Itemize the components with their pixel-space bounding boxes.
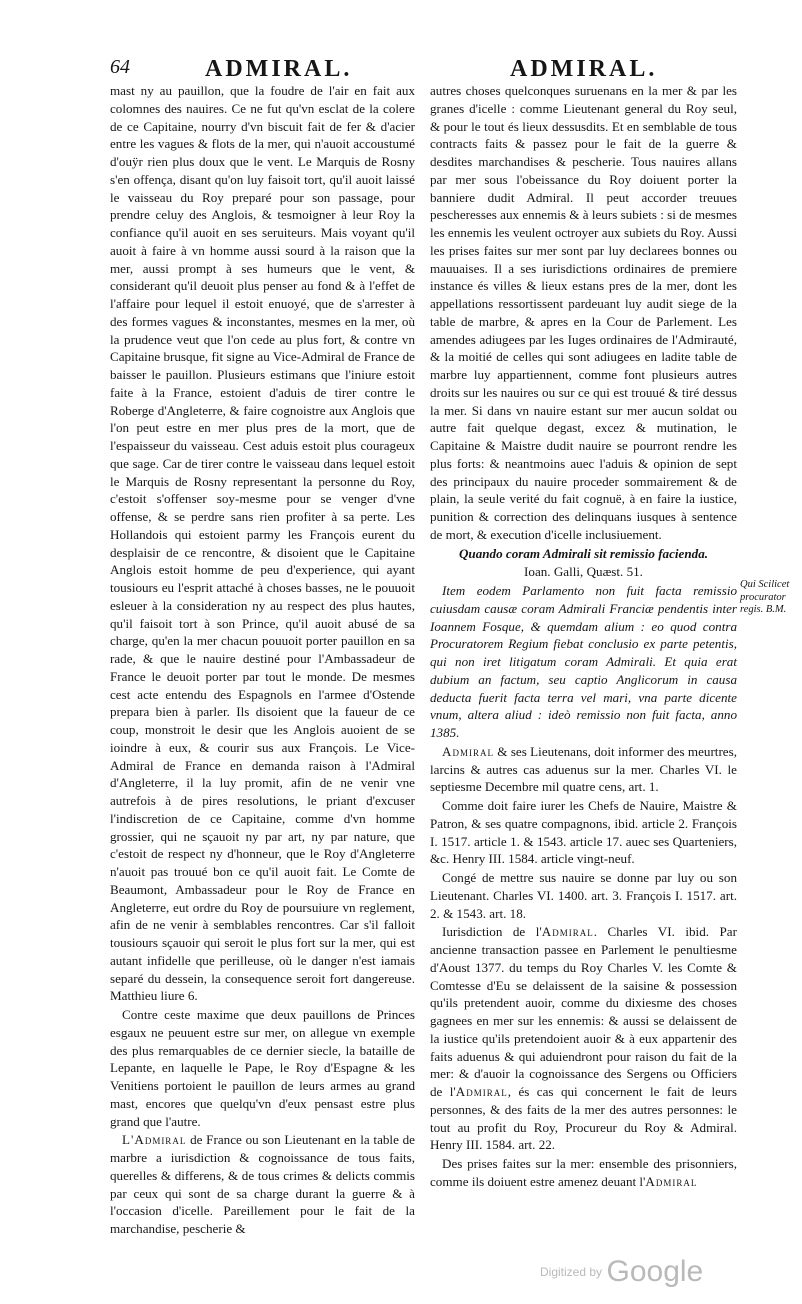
paragraph-text: , és cas qui concernent le fait de leurs personnes, & des faits de la mer des autres personnes: le tout au profit du Roy, Procureur du Roy & Admiral. Henry III. 1584. art. 22. bbox=[430, 1084, 737, 1153]
paragraph-text: Des prises faites sur la mer: ensemble des prisonniers, comme ils doiuent estre amenez deuant l' bbox=[430, 1156, 737, 1189]
paragraph bbox=[430, 1155, 737, 1191]
paragraph-text: Iurisdiction de l' bbox=[442, 924, 542, 940]
paragraph: Contre ceste maxime que deux pauillons de Princes esgaux ne peuuent estre sur mer, on allegue vn exemple des plus remarquables de ce dernier siecle, la bataille de Lepante, en laquelle le Pape, le Roy d'Espagne & les Venitiens portoient le pauillon de leurs armes au grand mast, encores que quelqu'vn d'eux pensast estre plus grand que l'autre. bbox=[110, 1007, 415, 1129]
latin-paragraph: Item eodem Parlamento non fuit facta remissio cuiusdam causæ coram Admirali Franciæ pendentis inter Ioannem Fosque, & quemdam alium : eo quod contra Procuratorem Regium fiebat conclusio ex parte petentis, qui non iret litigatum coram Admirali. Et quia erat dubium an factum, seu captio Anglicorum in causa deducta fuerit facta terra vel mari, vna parte dicente vnum, altera aliud : ideò remissio non fuit facta, anno 1385. bbox=[430, 583, 737, 740]
paragraph-text: de France ou son Lieutenant en la table de marbre a iurisdiction & cognoissance de tous faits, querelles & differens, & de tous crimes & delicts commis par ceux qui sont de sa charge durant la guerre & à l'occasion d'icelle. Pareillement pour le fait de la marchandise, pescherie & bbox=[110, 1132, 415, 1236]
small-caps-term: Admiral bbox=[645, 1173, 698, 1189]
source-citation: Ioan. Galli, Quæst. 51. bbox=[524, 564, 643, 580]
small-caps-term: L'Admiral bbox=[122, 1132, 187, 1148]
small-caps-term: Admiral bbox=[442, 743, 494, 759]
margin-note: Qui Scilicet procurator regis. B.M. bbox=[740, 579, 790, 615]
left-column bbox=[110, 82, 415, 1239]
paragraph: Congé de mettre sus nauire se donne par luy ou son Lieutenant. Charles VI. 1400. art. 3. François I. 1517. art. 2. & 1543. art. 18. bbox=[430, 870, 737, 921]
page-number: 64 bbox=[110, 56, 130, 78]
small-caps-term: Admiral bbox=[455, 1084, 508, 1099]
paragraph-text: & ses Lieutenans, doit informer des meurtres, larcins & autres cas aduenus sur la mer. Charles VI. le septiesme Decembre mil quatre cens, art. 1. bbox=[430, 743, 737, 795]
right-column bbox=[430, 82, 737, 1192]
paragraph: Comme doit faire iurer les Chefs de Nauire, Maistre & Patron, & ses quatre compagnons, ibid. article 2. François I. 1517. article 1. & 1543. article 17. auec ses Quarteniers, &c. Henry III. 1584. article vingt-neuf. bbox=[430, 798, 737, 867]
paragraph-text: . Charles VI. ibid. Par ancienne transaction passee en Parlement le penultiesme d'Aoust 1377. du temps du Roy Charles V. les Comte & Comtesse d'Eu se delaissent de la saisine & possession qu'ils pretendent auoir, comme du dixiesme des choses gagnees en mer sur les ennemis: & aussi se delaissent de la iustice qu'ils pretendoient auoir & à eux appartenir des faits aduenus & qui aduiendront pour raison du fait de la mer: & d'auoir la cognoissance des Sergens ou Officiers de l' bbox=[430, 924, 737, 1099]
small-caps-term: Admiral bbox=[541, 924, 594, 940]
google-logo: Google bbox=[606, 1255, 704, 1288]
paragraph: mast ny au pauillon, que la foudre de l'air en fait aux colomnes des nauires. Ce ne fut qu'vn esclat de la colere de ce Capitaine, nourry d'vn biscuit fait de fer & d'acier entre les vagues & flots de la mer, qui n'auoit accoustumé d'ouÿr rien plus doux que le vent. Le Marquis de Rosny s'en offença, disant qu'on luy faisoit tort, qu'il auoit laissé le vaisseau du Roy preparé pour son passage, pour prendre celuy des Anglois, & tesmoigner à leur Roy la confiance qu'il auoit en ses seruiteurs. Mais voyant qu'il auoit à faire à vn homme aussi sourd à la raison que la mer, aussi prompt à ses humeurs que le vent, & considerant qu'il deuoit plus penser au fond & à l'effet de l'affaire pour lequel il estoit enuoyé, que de s'arrester à des formes vagues & inconstantes, mesmes en la mer, où la prudence veut que l'on cede au plus fort, & contre vn Capitaine brusque, fit signe au Vice-Admiral de France de baisser le pauillon. Plusieurs estimans que l'iniure estoit faite à la France, estoient d'aduis de tirer contre le Roberge d'Angleterre, & faire cognoistre aux Anglois que l'on peut estre en mer plus pres de la mort, que de l'espaisseur du vaisseau. Cest aduis estoit plus courageux que sage. Car de tirer contre le vaisseau dans lequel estoit le Marquis de Rosny representant la personne du Roy, c'estoit s'offenser soy-mesme pour se venger d'vne offense, & se perdre sans rien profiter à sa perte. Les Hollandois qui estoient parmy les François eurent du desplaisir de ce rencontre, & disoient que le Capitaine Anglois estoit homme de peu d'experience, qui ayant tousiours eu l'esprit attaché à choses basses, ne le pouuoit esleuer à la consideration ny au respect des plus hautes, qu'il faisoit tort à son Prince, qu'il auoit abusé de sa charge, qu'en la mer chacun pouuoit porter pauillon en sa rade, & que le nauire destiné pour l'Ambassadeur de France le deuoit porter par tout le monde. De mesmes cest acte entendu des Espagnols en l'armee d'Ostende prepara bien à parler. Ils disoient que la faueur de ce coup, monstroit le desir que les Anglois auoient de se ioindre à eux, & courir sus aux François. Le Vice-Admiral de France en demanda raison à l'Admiral d'Angleterre, il la luy promit, afin de ne venir vne autrefois à de pires resolutions, le priant d'excuser l'indiscretion de ce Capitaine, comme d'vn homme grossier, qui ne sçauoit ny par art, ny par nature, que c'estoit de respect ny d'honneur, que le Roy d'Angleterre n'auoit pas trouué bon ce qu'il auoit fait. Le Comte de Beaumont, Ambassadeur pour le Roy de France en Angleterre, eut ordre du Roy de poursuiure vn reglement, afin de ne venir à semblables rencontres. Car s'il falloit tousiours sçauoir qui seroit le plus fort sur la mer, qui est autant infidelle que perilleuse, où le danger n'est iamais separé du dessein, la consequence seroit fort dangereuse. Matthieu liure 6. bbox=[110, 83, 415, 1004]
paragraph: autres choses quelconques suruenans en la mer & par les granes d'icelle : comme Lieutenant general du Roy seul, & pour le tout és lieux dessusdits. Et en semblable de tous contracts faits & passez pour le fait de la guerre & desdites marchandises & pescherie. Tous nauires allans par mer sous l'obeissance du Roy doiuent porter la banniere dudit Admiral. Il peut accorder treuues pescheresses aux ennemis & à leurs subiets : si de mesmes les ennemis les veulent octroyer aux subiets du Roy. Aussi les prises faites sur mer sont par luy declarees bonnes ou mauuaises. Il a ses iurisdictions ordinaires de premiere instance és villes & lieux estans pres de la mer, dont les appellations ressortissent pardeuant luy audit siege de la table de marbre, & apres en la Cour de Parlement. Les amendes adiugees par les Iuges ordinaires de l'Admirauté, & la moitié de celles qui sont adiugees en ladite table de marbre luy appartiennent, comme font plusieurs autres droits sur les nauires ou sur ce qui est trouué & tiré dessus la mer. Si dans vn nauire estant sur mer aucun soldat ou autre fait quelque degast, excez & mutination, le Capitaine & Maistre dudit nauire se pourront rendre les plus forts: & neantmoins auec l'aduis & opinion de sept des principaux du nauire proceder sommairement & de plain, la seule verité du fait cognuë, à en faire la iustice, punition & correction des delinquans iusques à sentence de mort, & execution d'icelle inclusiuement. bbox=[430, 83, 737, 542]
paragraph bbox=[430, 923, 737, 1154]
watermark-prefix: Digitized by bbox=[540, 1265, 603, 1279]
paragraph bbox=[110, 1131, 415, 1238]
paragraph bbox=[430, 743, 737, 796]
latin-heading: Quando coram Admirali sit remissio facienda. bbox=[458, 545, 709, 561]
digitized-watermark bbox=[540, 1255, 703, 1289]
running-head-left: ADMIRAL. bbox=[205, 56, 353, 82]
running-head-right: ADMIRAL. bbox=[510, 56, 658, 82]
